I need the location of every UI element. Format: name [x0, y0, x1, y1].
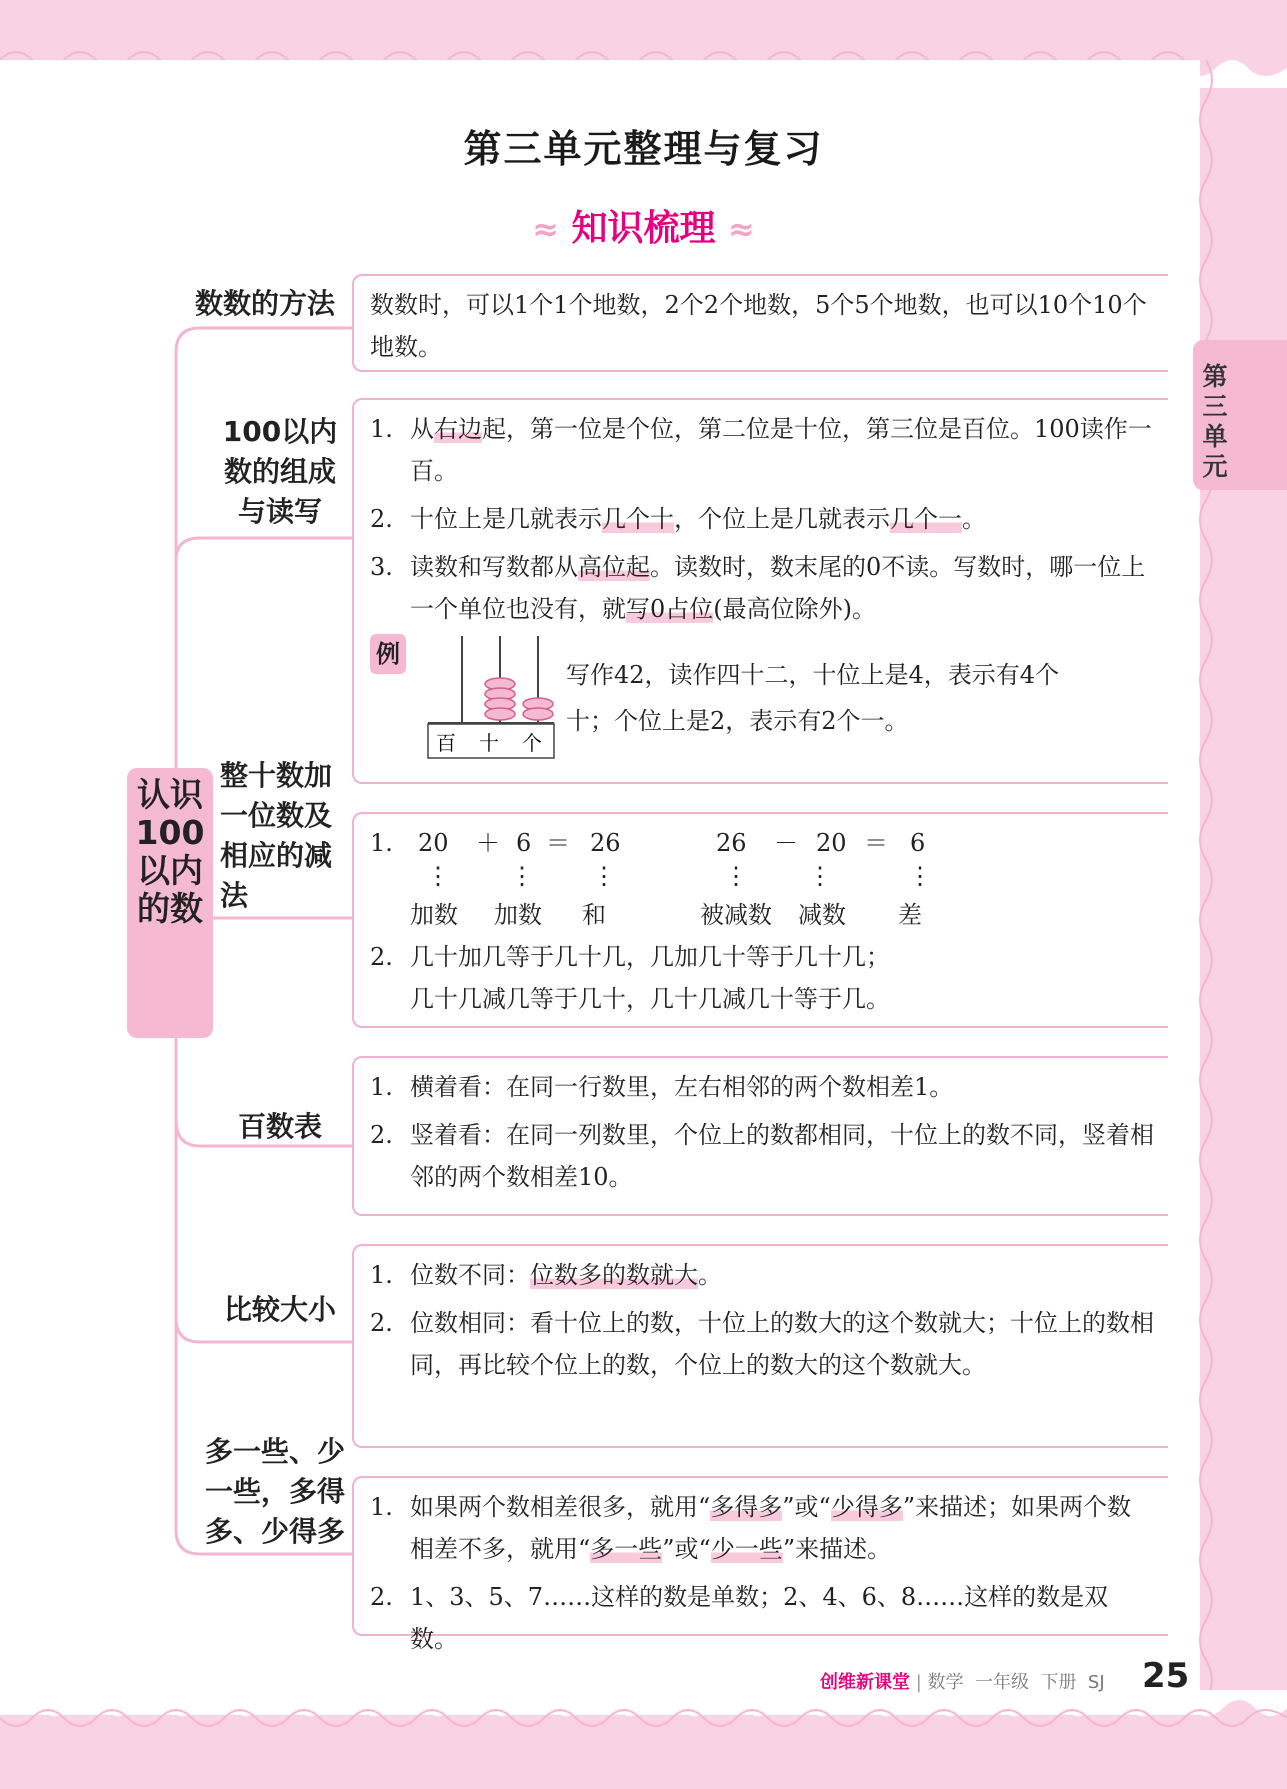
item-number: 2. [370, 1121, 393, 1149]
composition-item-1 [370, 408, 1154, 492]
eq-plus: ＋ [476, 829, 500, 857]
abacus-diagram [416, 630, 556, 760]
term-sum: 和 [582, 901, 606, 929]
more-less-item-1 [370, 1486, 1154, 1570]
more-less-item-2 [370, 1576, 1154, 1660]
subtitle-text: 知识梳理 [571, 208, 716, 249]
item-number: 1. [370, 1493, 393, 1521]
footer-term: 下册 [1040, 1672, 1077, 1693]
eq-difference: 6 [910, 829, 926, 857]
term-addend-1: 加数 [410, 901, 458, 929]
composition-item-2 [370, 498, 1154, 540]
item-number: 1. [370, 829, 393, 857]
eq-minus: － [774, 829, 798, 857]
dots: ⋮ [592, 862, 616, 890]
hundred-chart-item-2 [370, 1114, 1154, 1198]
eq-addend-1: 20 [418, 829, 449, 857]
dots: ⋮ [724, 862, 748, 890]
box-counting-method [352, 274, 1168, 372]
highlight-more-digits: 位数多的数就大 [530, 1261, 698, 1289]
text-part: ”或“ [782, 1493, 831, 1521]
counting-text: 数数时，可以1个1个地数，2个2个地数，5个5个地数，也可以10个10个地数。 [370, 291, 1147, 361]
highlight-ones: 几个一 [890, 505, 962, 533]
term-addend-2: 加数 [494, 901, 542, 929]
footer-edition: SJ [1087, 1672, 1105, 1693]
eq-equals: ＝ [864, 829, 888, 857]
item-number: 2. [370, 1583, 393, 1611]
dots: ⋮ [426, 862, 450, 890]
compare-item-2 [370, 1302, 1154, 1386]
item-number: 3. [370, 553, 393, 581]
dots: ⋮ [808, 862, 832, 890]
box-hundred-chart [352, 1056, 1168, 1216]
eq-minuend: 26 [716, 829, 747, 857]
item-number: 2. [370, 1309, 393, 1337]
page-footer [820, 1668, 1105, 1694]
eq-subtrahend: 20 [816, 829, 847, 857]
highlight-right-side: 右边 [434, 415, 482, 443]
box-composition [352, 398, 1168, 784]
item-text: 横着看：在同一行数里，左右相邻的两个数相差1。 [410, 1073, 954, 1101]
box-compare [352, 1244, 1168, 1448]
item-number: 1. [370, 1073, 393, 1101]
highlight-a-bit-more: 多一些 [590, 1535, 663, 1563]
box-more-less [352, 1476, 1168, 1653]
highlight-high-place: 高位起 [578, 553, 650, 581]
item-number: 1. [370, 1261, 393, 1289]
highlight-a-bit-less: 少一些 [710, 1535, 783, 1563]
text-part: ，个位上是几就表示 [674, 505, 890, 533]
text-part: 如果两个数相差很多，就用“ [410, 1493, 711, 1521]
text-part: 读数和写数都从 [410, 553, 578, 581]
category-addition: 整十数加一位数及相应的减法 [220, 759, 333, 912]
item-number: 2. [370, 505, 393, 533]
text-part: 起，第一位是个位，第二位是十位，第三位是百位。100读作一百。 [410, 415, 1152, 485]
term-minuend: 被减数 [700, 901, 772, 929]
item-text: 1、3、5、7……这样的数是单数；2、4、6、8……这样的数是双数。 [410, 1583, 1109, 1653]
highlight-zero-placeholder: 写0占位 [626, 595, 714, 623]
footer-brand: 创维新课堂 [820, 1672, 910, 1693]
footer-grade: 一年级 [975, 1672, 1029, 1693]
category-more-less: 多一些、少一些，多得多、少得多 [205, 1435, 346, 1548]
example-badge: 例 [370, 634, 406, 674]
category-compare: 比较大小 [223, 1293, 336, 1326]
rule-line-2: 几十几减几等于几十，几十几减几十等于几。 [410, 985, 890, 1013]
text-part: 。读数时，数末尾的0不读。写数时，哪一位上一个单位也没有，就 [410, 553, 1146, 623]
example-block [370, 630, 1154, 760]
footer-separator: | [915, 1672, 922, 1693]
eq-addend-2: 6 [516, 829, 532, 857]
term-subtrahend: 减数 [798, 901, 846, 929]
highlight-tens: 几个十 [602, 505, 674, 533]
dots-row [370, 864, 1154, 894]
category-composition: 100以内数的组成与读写 [222, 415, 338, 528]
text-part: 。 [962, 505, 986, 533]
footer-subject: 数学 [927, 1672, 964, 1693]
example-text: 写作42，读作四十二，十位上是4，表示有4个十；个位上是2，表示有2个一。 [566, 661, 1060, 735]
term-difference: 差 [898, 901, 922, 929]
item-text: 竖着看：在同一列数里，个位上的数都相同，十位上的数不同，竖着相邻的两个数相差10。 [410, 1121, 1154, 1191]
text-part: ”来描述。 [782, 1535, 892, 1563]
item-text: 位数相同：看十位上的数，十位上的数大的这个数就大；十位上的数相同，再比较个位上的数，个位上的数大的这个数就大。 [410, 1309, 1154, 1379]
item-number: 1. [370, 415, 393, 443]
equation-row [370, 822, 1154, 864]
item-number: 2. [370, 943, 393, 971]
page-title: 第三单元整理与复习 [463, 127, 824, 171]
hundred-chart-item-1 [370, 1066, 1154, 1108]
text-part: ”来描述；如果两个数相差不多，就用“ [410, 1493, 1132, 1563]
rule-line-1: 几十加几等于几十几，几加几十等于几十几； [410, 943, 890, 971]
page-number: 25 [1142, 1656, 1190, 1696]
category-hundred-chart: 百数表 [237, 1110, 322, 1143]
dots: ⋮ [908, 862, 932, 890]
root-topic: 认识100以内的数 [127, 768, 213, 1038]
abacus-label-tens: 十 [479, 731, 499, 755]
text-part: 位数不同： [410, 1261, 530, 1289]
abacus-label-ones: 个 [522, 731, 542, 755]
text-part: ”或“ [662, 1535, 711, 1563]
text-part: 。 [698, 1261, 722, 1289]
dots: ⋮ [510, 862, 534, 890]
eq-equals: ＝ [546, 829, 570, 857]
term-names-row [370, 894, 1154, 936]
composition-item-3 [370, 546, 1154, 630]
box-addition [352, 812, 1168, 1028]
highlight-much-less: 少得多 [830, 1493, 903, 1521]
addition-item-2 [370, 936, 1154, 1020]
text-part: 从 [410, 415, 434, 443]
unit-side-tab-label: 第三单元 [1202, 362, 1228, 481]
eq-sum: 26 [590, 829, 621, 857]
category-counting-method: 数数的方法 [194, 287, 335, 320]
text-part: 十位上是几就表示 [410, 505, 602, 533]
compare-item-1 [370, 1254, 1154, 1296]
text-part: (最高位除外)。 [713, 595, 877, 623]
highlight-much-more: 多得多 [710, 1493, 783, 1521]
abacus-label-hundreds: 百 [436, 731, 456, 755]
wave-deco-right: ≈ [728, 210, 755, 248]
wave-deco-left: ≈ [532, 210, 559, 248]
